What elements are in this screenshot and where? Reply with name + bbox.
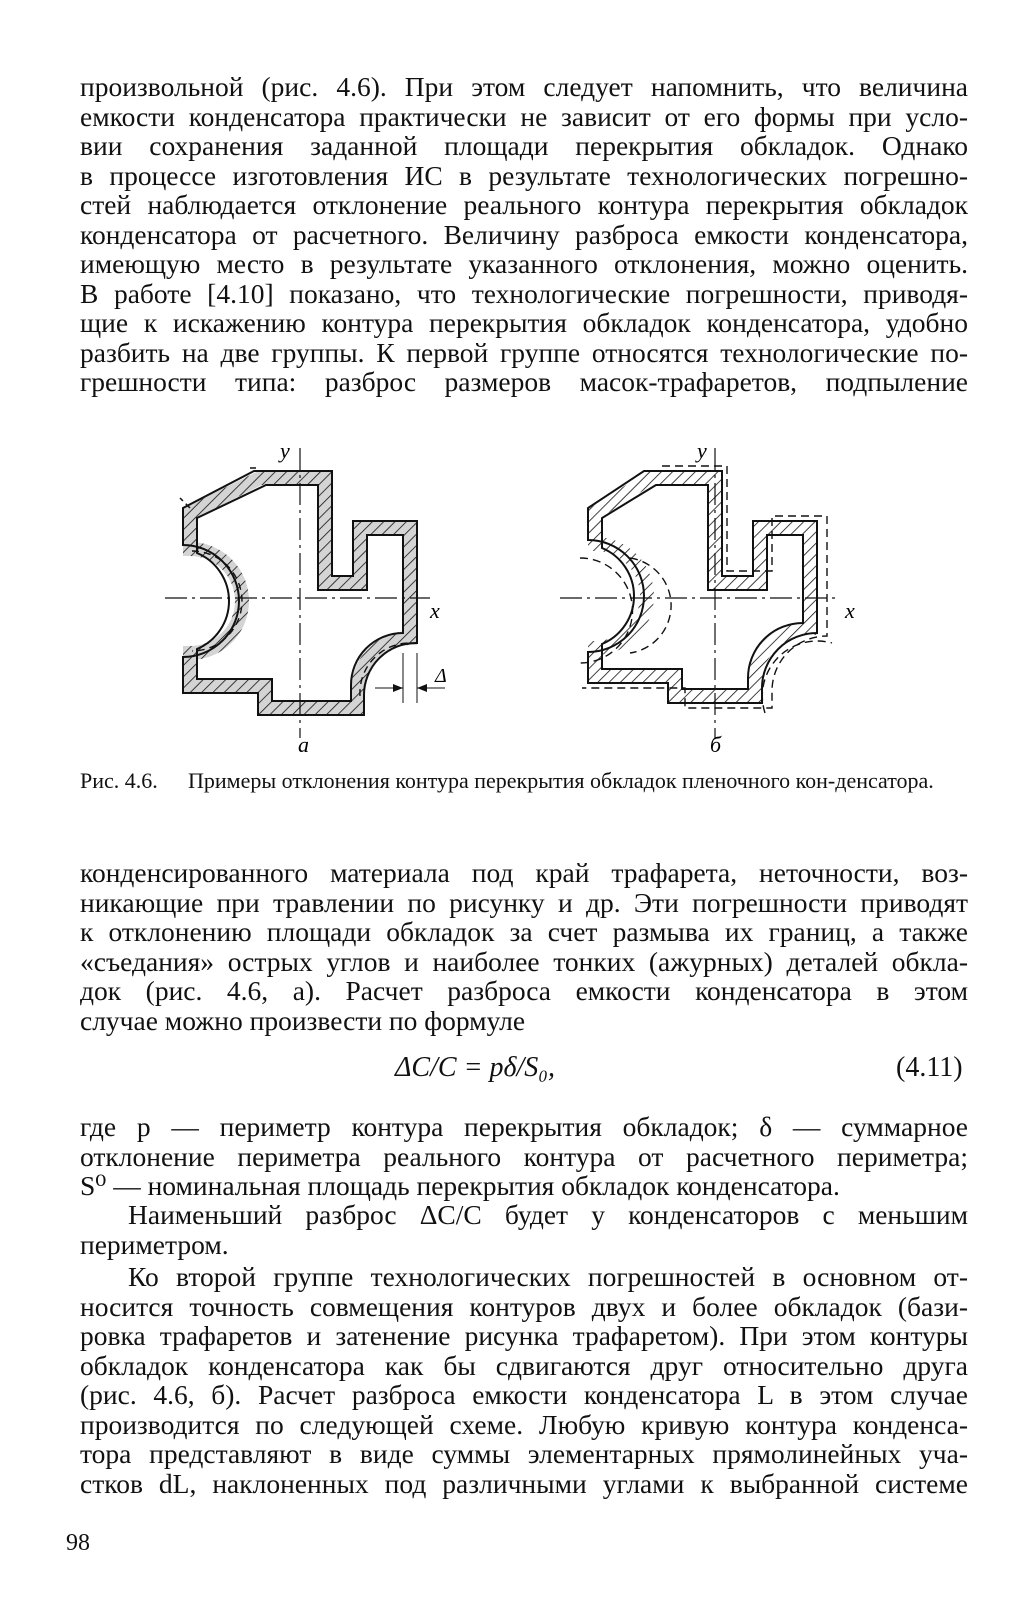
figure-label-b: б: [710, 732, 722, 757]
text-line: имеющую место в результате указанного отклонения, можно оценить.: [80, 248, 968, 279]
text-line: грешности типа: разброс размеров масок-трафаретов, подпыление: [80, 366, 968, 397]
text-line: никающие при травлении по рисунку и др. Эти погрешности приводят: [80, 886, 968, 918]
caption-label: Рис. 4.6.: [80, 768, 158, 793]
caption-text: Примеры отклонения контура перекрытия обкладок пленочного кон-денсатора.: [188, 768, 934, 793]
text-line: стей наблюдается отклонение реального контура перекрытия обкладок: [80, 189, 968, 220]
text-line: док (рис. 4.6, а). Расчет разброса емкости конденсатора в этом: [80, 975, 968, 1006]
paragraph-1: [80, 72, 968, 397]
paragraph-2: [80, 858, 968, 1035]
text-line: разбить на две группы. К первой группе относятся технологические по-: [80, 336, 968, 368]
text-line: Ко второй группе технологических погрешностей в основном от-: [128, 1261, 968, 1292]
text-line: вии сохранения заданной площади перекрытия обкладок. Однако: [80, 130, 968, 161]
text-line: обкладок конденсатора как бы сдвигаются друг относительно друга: [80, 1349, 968, 1381]
text-line: Наименьший разброс ΔC/C будет у конденсаторов с меньшим: [128, 1199, 968, 1230]
text-line: конденсированного материала под край трафарета, неточности, воз-: [80, 857, 968, 888]
text-line: производится по следующей схеме. Любую кривую контура конденса-: [80, 1408, 968, 1440]
text-line: емкости конденсатора практически не зависит от его формы при усло-: [80, 100, 968, 132]
axis-y-label-b: y: [697, 438, 707, 463]
text-line: щие к искажению контура перекрытия обкладок конденсатора, удобно: [80, 307, 968, 338]
axis-x-label-b: x: [845, 598, 855, 623]
formula-number: (4.11): [896, 1052, 963, 1083]
text-line: S⁰ — номинальная площадь перекрытия обкладок конденсатора.: [80, 1170, 840, 1201]
capacitor-contour-figure: [150, 438, 890, 758]
paragraph-4: [80, 1200, 968, 1259]
figure-a-drawing: [165, 438, 447, 757]
text-line: периметром.: [80, 1228, 229, 1260]
delta-label: Δ: [435, 665, 447, 687]
text-line: ровка трафаретов и затенение рисунка трафаретом). При этом контуры: [80, 1320, 968, 1351]
text-line: отклонение периметра реального контура от расчетного периметра;: [80, 1140, 968, 1172]
text-line: «съедания» острых углов и наиболее тонких (ажурных) деталей обкла-: [80, 945, 968, 977]
paragraph-5: [80, 1262, 968, 1498]
text-line: произвольной (рис. 4.6). При этом следует напомнить, что величина: [80, 71, 968, 102]
text-line: тора представляют в виде суммы элементарных прямолинейных уча-: [80, 1438, 968, 1469]
page-number: 98: [66, 1530, 90, 1556]
text-line: стков dL, наклоненных под различными углами к выбранной системе: [80, 1467, 968, 1499]
text-line: в процессе изготовления ИС в результате технологических погрешно-: [80, 159, 968, 191]
paragraph-3: [80, 1112, 968, 1201]
text-line: конденсатора от расчетного. Величину разброса емкости конденсатора,: [80, 218, 968, 250]
text-line: В работе [4.10] показано, что технологические погрешности, приводя-: [80, 277, 968, 309]
text-line: носится точность совмещения контуров двух и более обкладок (бази-: [80, 1290, 968, 1322]
text-line: к отклонению площади обкладок за счет размыва их границ, а также: [80, 916, 968, 947]
text-line: где p — периметр контура перекрытия обкладок; δ — суммарное: [80, 1111, 968, 1142]
axis-x-label-a: x: [430, 598, 440, 623]
axis-y-label-a: y: [280, 438, 290, 463]
figure-label-a: а: [298, 732, 309, 757]
figure-b-drawing: [560, 438, 855, 757]
text-line: случае можно произвести по формуле: [80, 1004, 526, 1036]
formula: ΔC/C = pδ/S₀,: [395, 1052, 555, 1083]
text-line: (рис. 4.6, б). Расчет разброса емкости конденсатора L в этом случае: [80, 1379, 968, 1410]
